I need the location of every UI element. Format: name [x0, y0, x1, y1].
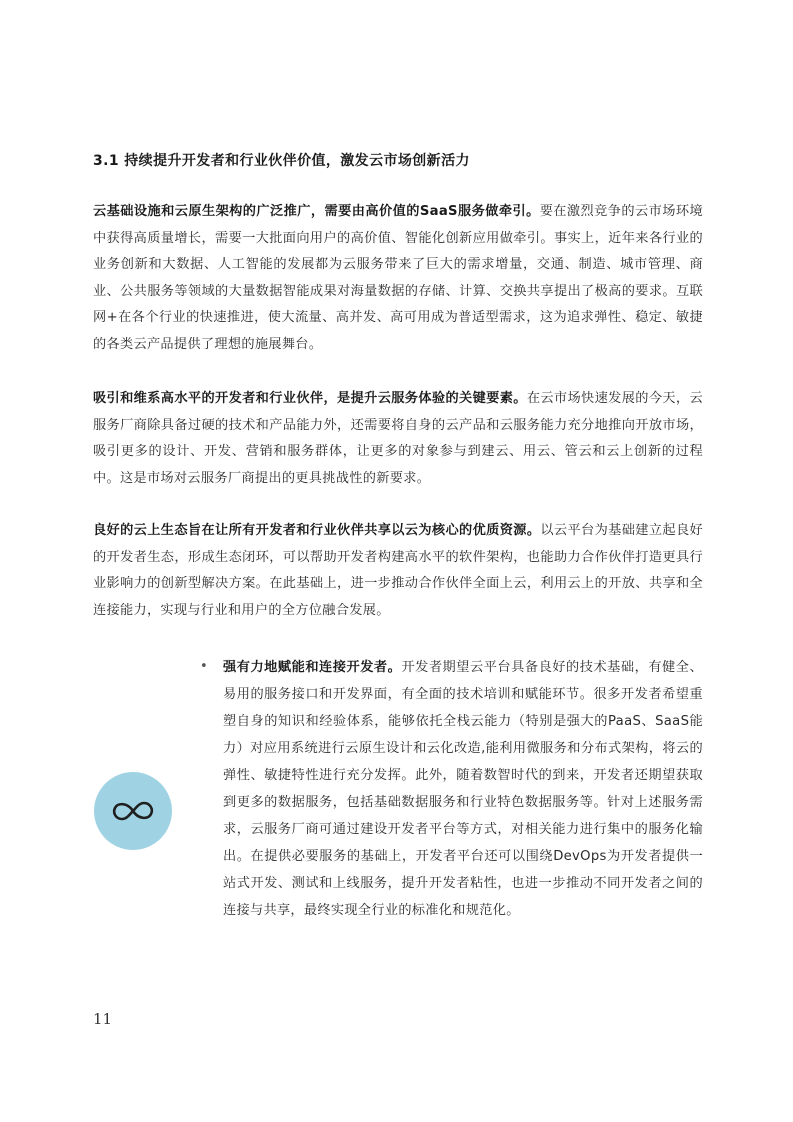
feature-lead: 强有力地赋能和连接开发者。	[223, 660, 402, 675]
paragraph-cloud-ecosystem	[93, 518, 703, 624]
paragraph-lead: 良好的云上生态旨在让所有开发者和行业伙伴共享以云为核心的优质资源。	[93, 523, 541, 538]
section-title: 3.1 持续提升开发者和行业伙伴价值，激发云市场创新活力	[93, 153, 470, 169]
infinity-glyph	[109, 798, 157, 824]
page-number: 11	[93, 1010, 113, 1028]
feature-body: 开发者期望云平台具备良好的技术基础，有健全、易用的服务接口和开发界面，有全面的技术培训和赋能环节。很多开发者希望重塑自身的知识和经验体系，能够依托全栈云能力（特别是强大的PaaS、SaaS能力）对应用系统进行云原生设计和云化改造,能利用微服务和分布式架构，将云的弹性、敏捷特性进行充分发挥。此外，随着数智时代的到来，开发者还期望获取到更多的数据服务，包括基础数据服务和行业特色数据服务等。针对上述服务需求，云服务厂商可通过建设开发者平台等方式，对相关能力进行集中的服务化输出。在提供必要服务的基础上，开发者平台还可以围绕DevOps为开发者提供一站式开发、测试和上线服务，提升开发者粘性，也进一步推动不同开发者之间的连接与共享，最终实现全行业的标准化和规范化。	[223, 660, 703, 918]
paragraph-saas-traction	[93, 199, 703, 359]
paragraph-body: 要在激烈竞争的云市场环境中获得高质量增长，需要一大批面向用户的高价值、智能化创新应用做牵引。事实上，近年来各行业的业务创新和大数据、人工智能的发展都为云服务带来了巨大的需求增量，交通、制造、城市管理、商业、公共服务等领域的大量数据智能成果对海量数据的存储、计算、交换共享提出了极高的要求。互联网+在各个行业的快速推进，使大流量、高并发、高可用成为普适型需求，这为追求弹性、稳定、敏捷的各类云产品提供了理想的施展舞台。	[93, 204, 703, 352]
bullet-icon: •	[200, 659, 208, 674]
feature-text	[223, 654, 703, 924]
paragraph-lead: 云基础设施和云原生架构的广泛推广，需要由高价值的SaaS服务做牵引。	[93, 204, 540, 219]
paragraph-developers-partners	[93, 386, 703, 492]
paragraph-body: 在云市场快速发展的今天，云服务厂商除具备过硬的技术和产品能力外，还需要将自身的云产品和云服务能力充分地推向开放市场，吸引更多的设计、开发、营销和服务群体，让更多的对象参与到建云、用云、管云和云上创新的过程中。这是市场对云服务厂商提出的更具挑战性的新要求。	[93, 391, 703, 486]
infinity-icon	[94, 772, 172, 850]
paragraph-lead: 吸引和维系高水平的开发者和行业伙伴，是提升云服务体验的关键要素。	[93, 391, 527, 406]
paragraph-body: 以云平台为基础建立起良好的开发者生态，形成生态闭环，可以帮助开发者构建高水平的软件架构，也能助力合作伙伴打造更具行业影响力的创新型解决方案。在此基础上，进一步推动合作伙伴全面上云，利用云上的开放、共享和全连接能力，实现与行业和用户的全方位融合发展。	[93, 523, 703, 618]
